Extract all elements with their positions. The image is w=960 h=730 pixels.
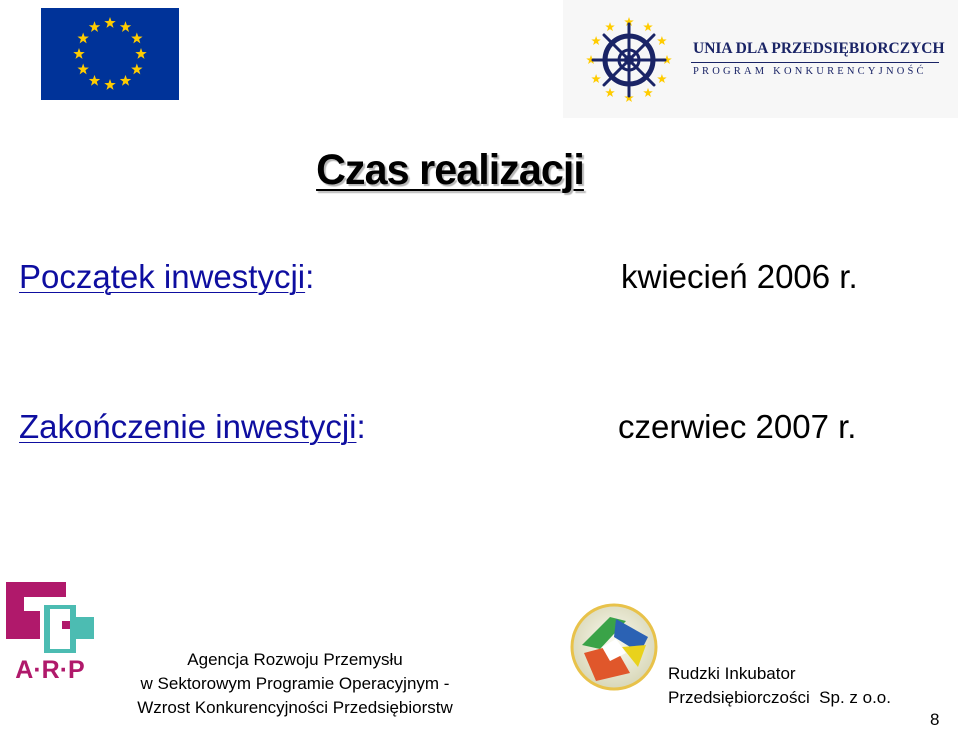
eu-star-icon [131,33,142,44]
arp-logo-text: A·R·P [15,656,85,684]
eu-star-icon [77,33,88,44]
eu-star-icon [104,79,115,90]
unia-star-icon [605,22,615,31]
slide-title: Czas realizacji [316,146,584,194]
end-label-colon: : [356,408,366,445]
eu-star-icon [73,48,84,59]
unia-logo-rule [691,62,939,63]
unia-logo [563,0,958,118]
eu-star-icon [104,17,115,28]
eu-star-icon [89,21,100,32]
start-label [19,258,314,296]
agency-text [110,648,480,720]
rudzki-line-2: Przedsiębiorczości Sp. z o.o. [668,688,891,707]
eu-star-icon [120,21,131,32]
eu-star-icon [77,64,88,75]
end-value: czerwiec 2007 r. [618,408,857,445]
rudzki-inkubator-logo-icon [570,603,658,691]
ship-wheel-stars-icon [583,14,675,106]
eu-stars [73,17,146,90]
agency-line-3: Wzrost Konkurencyjności Przedsiębiorstw [137,698,453,717]
eu-star-icon [135,48,146,59]
eu-flag-icon [41,8,179,100]
eu-star-icon [89,75,100,86]
start-label-colon: : [305,258,315,295]
start-value: kwiecień 2006 r. [621,258,858,295]
rudzki-line-1: Rudzki Inkubator [668,664,796,683]
rudzki-text [668,662,891,710]
unia-star-icon [643,22,653,31]
start-label-text: Początek inwestycji [19,258,306,295]
unia-logo-subtitle: PROGRAM KONKURENCYJNOŚĆ [693,66,927,77]
end-label-text: Zakończenie inwestycji [19,408,357,445]
eu-star-icon [120,75,131,86]
agency-line-1: Agencja Rozwoju Przemysłu [187,650,403,669]
eu-star-icon [131,64,142,75]
unia-star-icon [657,36,667,45]
page-number: 8 [930,710,940,729]
unia-logo-title: UNIA DLA PRZEDSIĘBIORCZYCH [693,40,945,57]
end-label [19,408,366,446]
unia-star-icon [605,88,615,97]
eu-flag-graphic [41,8,179,100]
unia-star-icon [657,74,667,83]
arp-logo-icon [0,577,100,687]
unia-star-icon [591,36,601,45]
unia-star-icon [591,74,601,83]
agency-line-2: w Sektorowym Programie Operacyjnym - [140,674,450,693]
unia-star-icon [643,88,653,97]
